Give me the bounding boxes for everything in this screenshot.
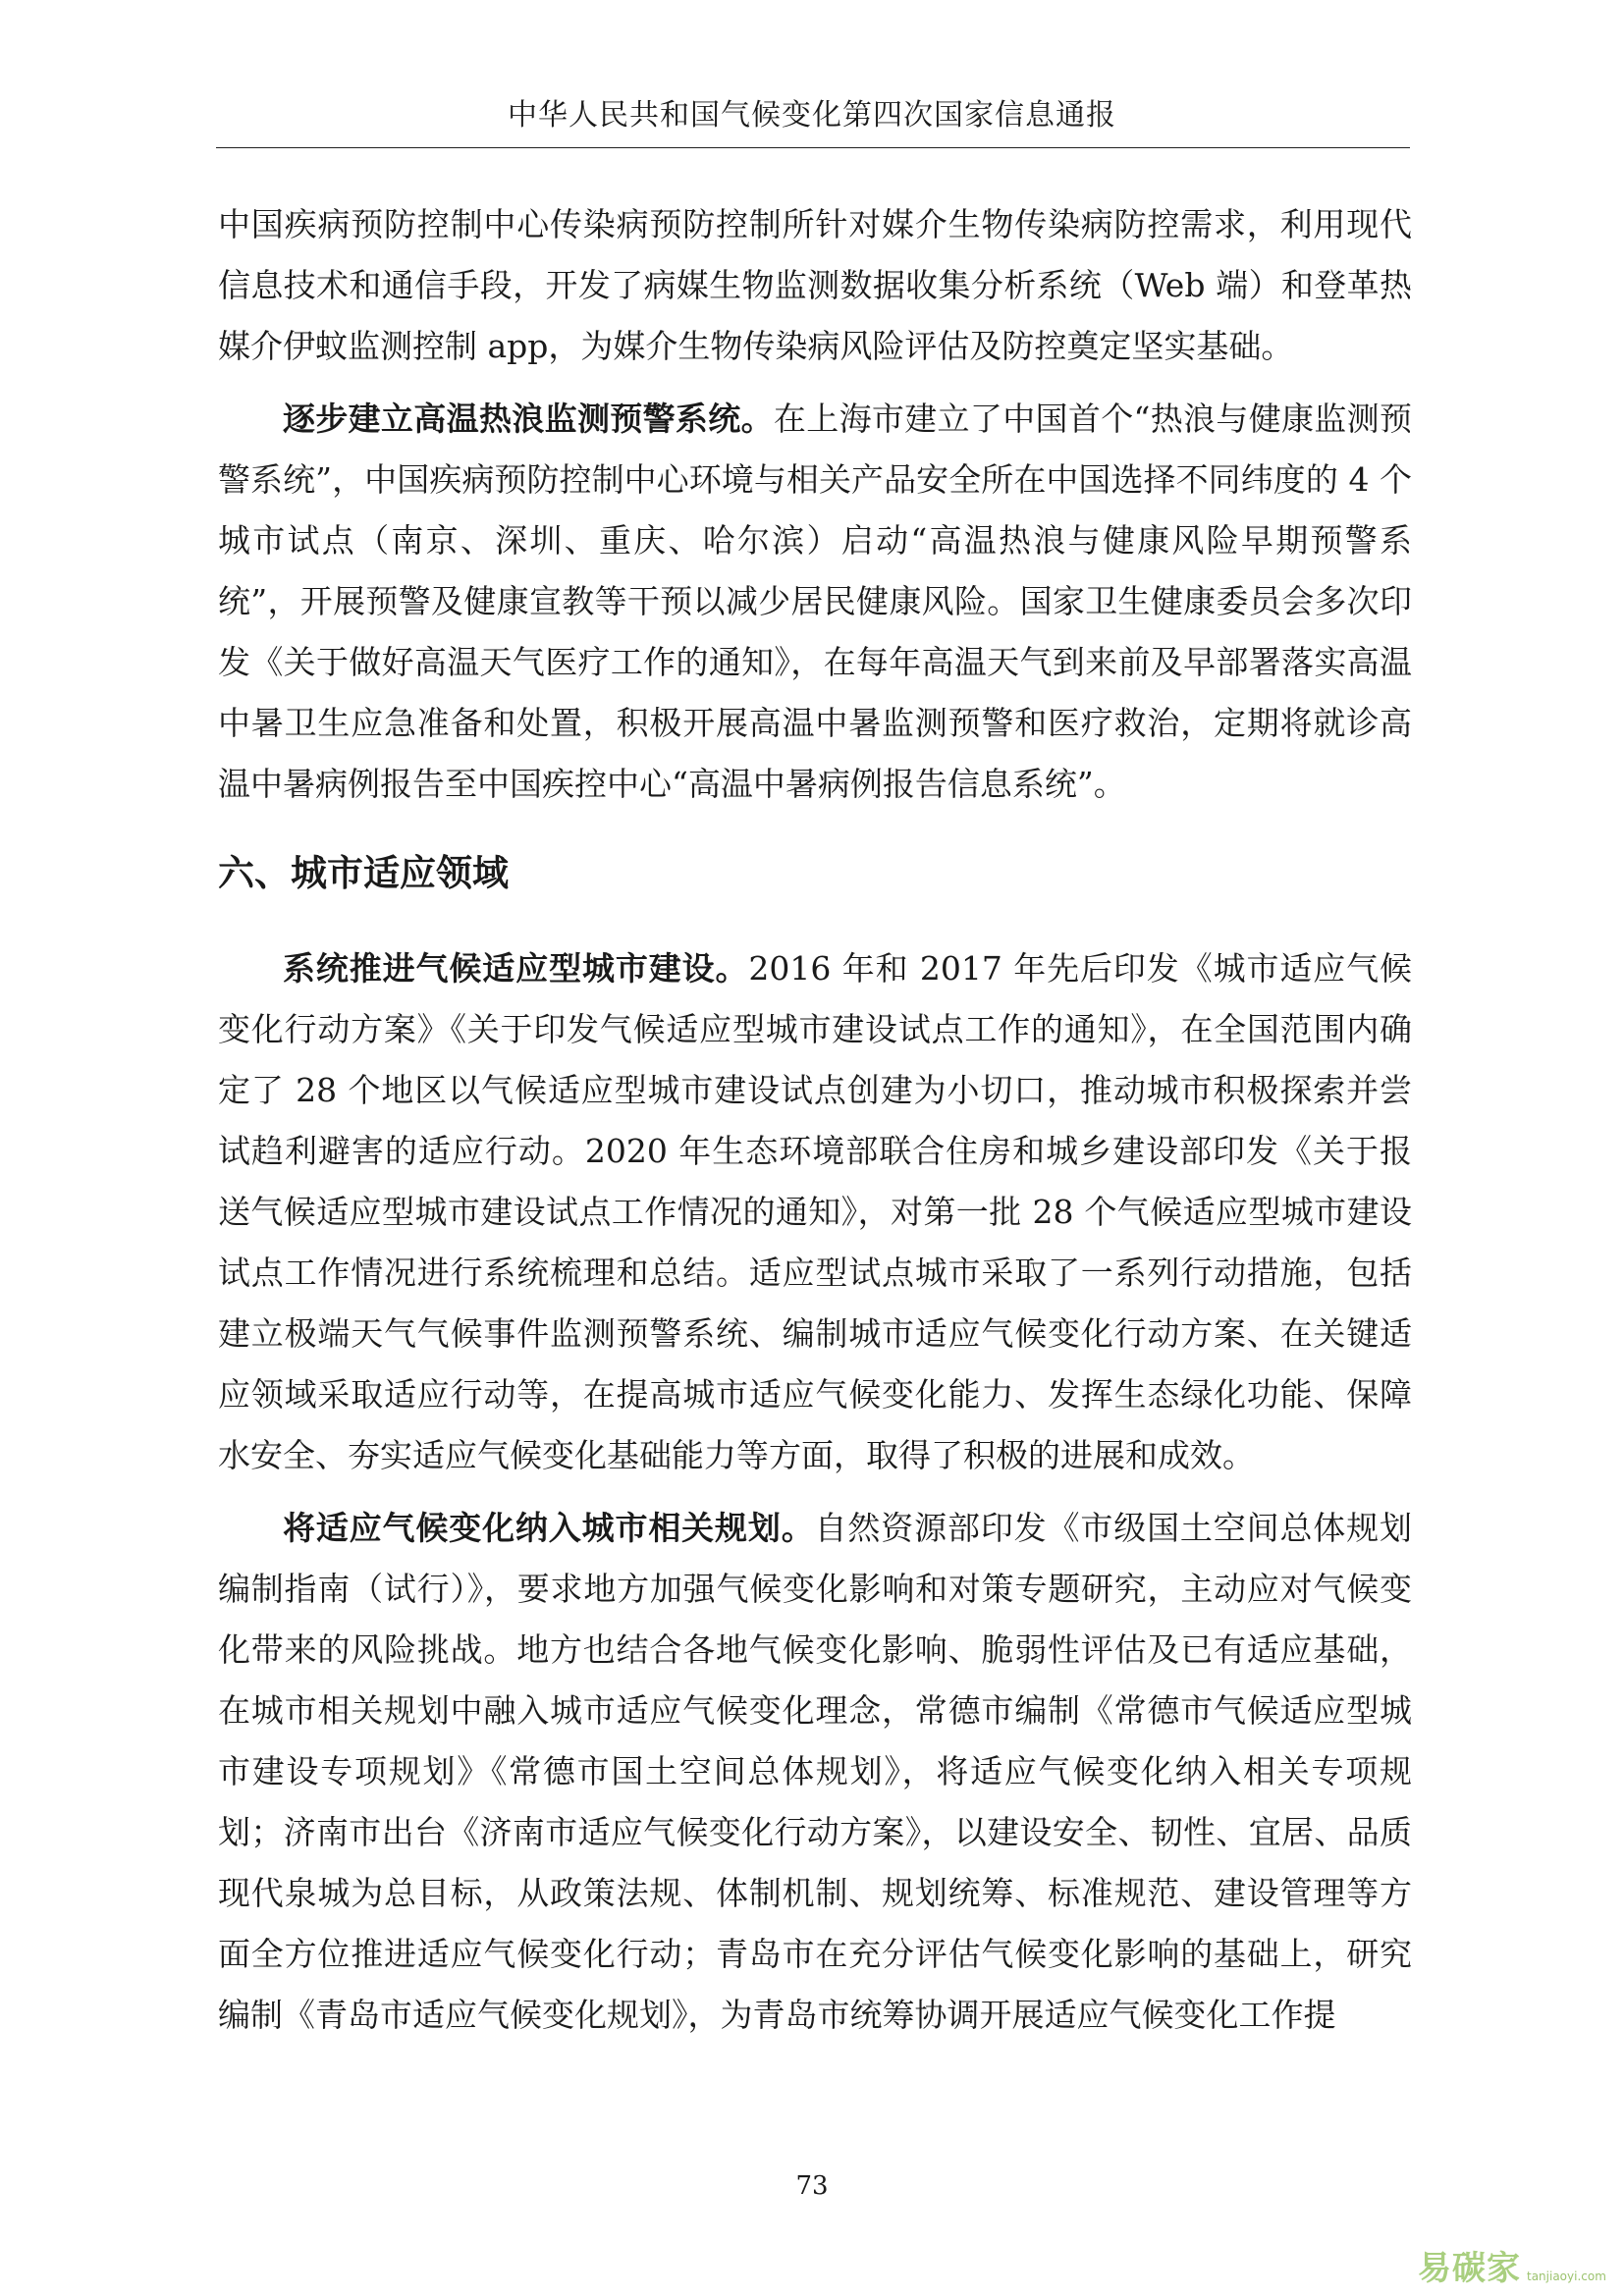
watermark-logo: [1418, 2240, 1614, 2289]
page-header-title: 中华人民共和国气候变化第四次国家信息通报: [508, 98, 1116, 133]
paragraph-urban-planning: [218, 1498, 1412, 2046]
paragraph-lead: 将适应气候变化纳入城市相关规划。: [283, 1509, 815, 1547]
document-body: [218, 194, 1412, 2057]
paragraph-text: 2016 年和 2017 年先后印发《城市适应气候变化行动方案》《关于印发气候适应型城市建设试点工作的通知》，在全国范围内确定了 28 个地区以气候适应型城市建设试点创建为小切口，推动城市积极探索并尝试趋利避害的适应行动。2020 年生态环境部联合住房和城乡建设部印发《关于报送气候适应型城市建设试点工作情况的通知》，对第一批 28 个气候适应型城市建设试点工作情况进行系统梳理和总结。适应型试点城市采取了一系列行动措施，包括建立极端天气气候事件监测预警系统、编制城市适应气候变化行动方案、在关键适应领域采取适应行动等，在提高城市适应气候变化能力、发挥生态绿化功能、保障水安全、夯实适应气候变化基础能力等方面，取得了积极的进展和成效。: [218, 949, 1413, 1474]
paragraph-text: 中国疾病预防控制中心传染病预防控制所针对媒介生物传染病防控需求，利用现代信息技术和通信手段，开发了病媒生物监测数据收集分析系统（Web 端）和登革热媒介伊蚊监测控制 app，为媒介生物传染病风险评估及防控奠定坚实基础。: [218, 205, 1412, 365]
paragraph-text: 自然资源部印发《市级国土空间总体规划编制指南（试行）》，要求地方加强气候变化影响和对策专题研究，主动应对气候变化带来的风险挑战。地方也结合各地气候变化影响、脆弱性评估及已有适应基础，在城市相关规划中融入城市适应气候变化理念，常德市编制《常德市气候适应型城市建设专项规划》《常德市国土空间总体规划》，将适应气候变化纳入相关专项规划；济南市出台《济南市适应气候变化行动方案》，以建设安全、韧性、宜居、品质现代泉城为总目标，从政策法规、体制机制、规划统筹、标准规范、建设管理等方面全方位推进适应气候变化行动；青岛市在充分评估气候变化影响的基础上，研究编制《青岛市适应气候变化规划》，为青岛市统筹协调开展适应气候变化工作提: [218, 1509, 1413, 2034]
paragraph-climate-adaptive-cities: [218, 938, 1412, 1486]
watermark-text: 易碳家: [1418, 2248, 1521, 2288]
paragraph-vector-monitoring: [218, 194, 1412, 377]
paragraph-lead: 逐步建立高温热浪监测预警系统。: [283, 400, 774, 438]
paragraph-text: 在上海市建立了中国首个“热浪与健康监测预警系统”，中国疾病预防控制中心环境与相关产品安全所在中国选择不同纬度的 4 个城市试点（南京、深圳、重庆、哈尔滨）启动“高温热浪与健康风险早期预警系统”，开展预警及健康宣教等干预以减少居民健康风险。国家卫生健康委员会多次印发《关于做好高温天气医疗工作的通知》，在每年高温天气到来前及早部署落实高温中暑卫生应急准备和处置，积极开展高温中暑监测预警和医疗救治，定期将就诊高温中暑病例报告至中国疾控中心“高温中暑病例报告信息系统”。: [218, 400, 1413, 803]
page-number: 73: [795, 2171, 829, 2201]
paragraph-heatwave-warning: [218, 389, 1412, 815]
header-divider: [216, 147, 1410, 148]
watermark-subtext: tanjiaoyi.com: [1527, 2269, 1606, 2283]
paragraph-lead: 系统推进气候适应型城市建设。: [283, 949, 749, 988]
section-heading: 六、城市适应领域: [218, 852, 509, 894]
